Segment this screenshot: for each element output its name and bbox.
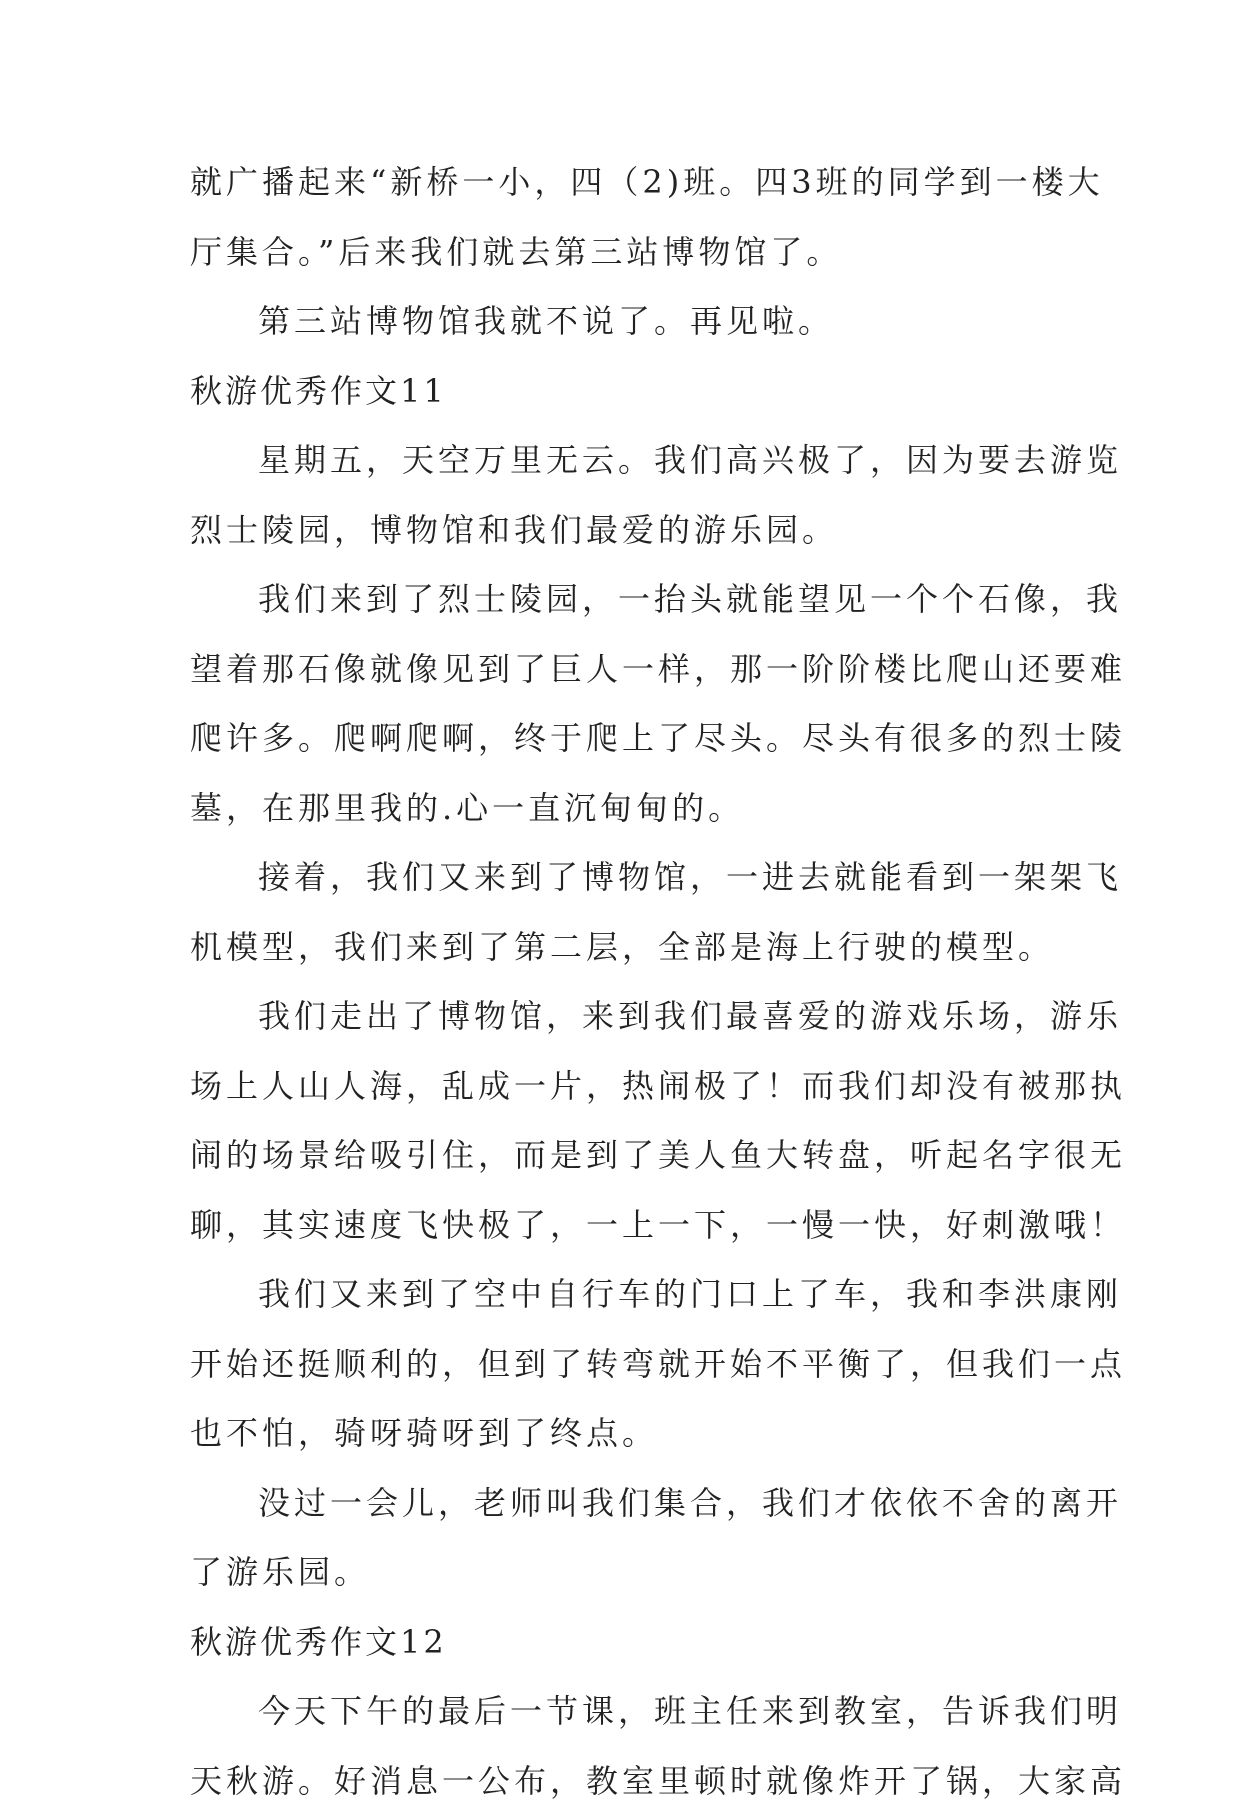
text-line: 望着那石像就像见到了巨人一样，那一阶阶楼比爬山还要难 <box>190 635 1051 705</box>
text-line: 机模型，我们来到了第二层，全部是海上行驶的模型。 <box>190 913 1051 983</box>
paragraph-first-line: 我们来到了烈士陵园，一抬头就能望见一个个石像，我 <box>190 565 1051 635</box>
text-line: 爬许多。爬啊爬啊，终于爬上了尽头。尽头有很多的烈士陵 <box>190 704 1051 774</box>
text-line: 厅集合。”后来我们就去第三站博物馆了。 <box>190 218 1051 288</box>
text-line: 闹的场景给吸引住，而是到了美人鱼大转盘，听起名字很无 <box>190 1121 1051 1191</box>
paragraph-first-line: 没过一会儿，老师叫我们集合，我们才依依不舍的离开 <box>190 1469 1051 1539</box>
text-line: 聊，其实速度飞快极了，一上一下，一慢一快，好刺激哦！ <box>190 1191 1051 1261</box>
paragraph-first-line: 第三站博物馆我就不说了。再见啦。 <box>190 287 1051 357</box>
paragraph-first-line: 星期五，天空万里无云。我们高兴极了，因为要去游览 <box>190 426 1051 496</box>
paragraph-first-line: 我们又来到了空中自行车的门口上了车，我和李洪康刚 <box>190 1260 1051 1330</box>
section-heading: 秋游优秀作文12 <box>190 1608 1051 1678</box>
paragraph-first-line: 我们走出了博物馆，来到我们最喜爱的游戏乐场，游乐 <box>190 982 1051 1052</box>
text-line: 也不怕，骑呀骑呀到了终点。 <box>190 1399 1051 1469</box>
text-line: 场上人山人海，乱成一片，热闹极了！而我们却没有被那执 <box>190 1052 1051 1122</box>
text-line: 了游乐园。 <box>190 1538 1051 1608</box>
text-line: 天秋游。好消息一公布，教室里顿时就像炸开了锅，大家高 <box>190 1747 1051 1816</box>
paragraph-first-line: 今天下午的最后一节课，班主任来到教室，告诉我们明 <box>190 1677 1051 1747</box>
text-line: 墓，在那里我的.心一直沉甸甸的。 <box>190 774 1051 844</box>
text-line: 就广播起来“新桥一小，四（2)班。四3班的同学到一楼大 <box>190 148 1051 218</box>
text-line: 烈士陵园，博物馆和我们最爱的游乐园。 <box>190 496 1051 566</box>
text-line: 开始还挺顺利的，但到了转弯就开始不平衡了，但我们一点 <box>190 1330 1051 1400</box>
paragraph-first-line: 接着，我们又来到了博物馆，一进去就能看到一架架飞 <box>190 843 1051 913</box>
section-heading: 秋游优秀作文11 <box>190 357 1051 427</box>
